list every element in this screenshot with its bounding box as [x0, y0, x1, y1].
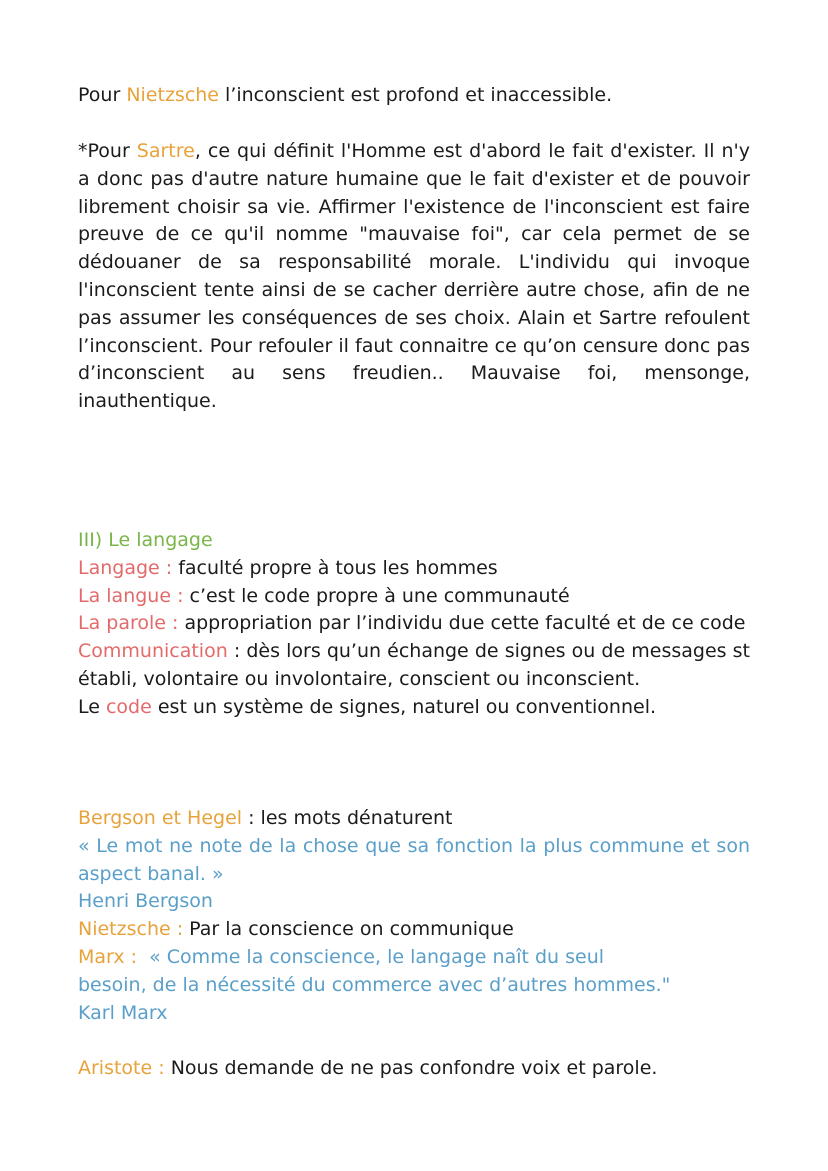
marx-author: Karl Marx	[78, 1001, 168, 1024]
term: La parole :	[78, 612, 179, 635]
text: Pour	[78, 84, 127, 106]
quotes-section	[78, 805, 750, 1027]
term: Aristote :	[78, 1057, 165, 1079]
bergson-hegel-line	[78, 805, 750, 833]
term: Bergson et Hegel	[78, 807, 243, 829]
text: l’inconscient est profond et inaccessible.	[219, 84, 613, 106]
term: Communication	[78, 640, 228, 663]
marx-quote-cont: besoin, de la nécessité du commerce avec d’autres hommes."	[78, 973, 671, 996]
section-heading: III) Le langage	[78, 529, 213, 551]
term: Langage :	[78, 556, 173, 579]
definition-langue	[78, 583, 750, 611]
definition-langage	[78, 555, 750, 583]
term: Marx :	[78, 945, 138, 968]
marx-line	[78, 944, 750, 972]
nietzsche-paragraph	[78, 82, 750, 110]
text: Nous demande de ne pas confondre voix et parole.	[164, 1057, 658, 1079]
nietzsche-line	[78, 916, 750, 944]
text: , ce qui définit l'Homme est d'abord le fait d'exister. Il n'y a donc pas d'autre nature humaine que le fait d'exister et de pouvoir librement choisir sa vie. Affirmer l'existence de l'inconscient est faire preuve de ce qu'il nomme "mauvaise foi", car cela permet de se dédouaner de sa responsabilité morale. L'individu qui invoque l'inconscient tente ainsi de se cacher derrière autre chose, afin de ne pas assumer les conséquences de ses choix. Alain et Sartre refoulent l’inconscient. Pour refouler il faut connaitre ce qu’on censure donc pas d’inconscient au sens freudien.. Mauvaise foi, mensonge, inauthentique.	[78, 140, 750, 413]
bergson-author: Henri Bergson	[78, 890, 213, 913]
bergson-quote: « Le mot ne note de la chose que sa fonction la plus commune et son aspect banal. »	[78, 834, 750, 885]
definition-text: : dès lors qu’un échange de signes ou de messages st établi, volontaire ou involontaire, conscient ou inconscient.	[78, 640, 750, 690]
term: Nietzsche :	[78, 918, 184, 941]
term: La langue :	[78, 584, 184, 607]
term: code	[105, 695, 152, 718]
text: : les mots dénaturent	[242, 807, 453, 829]
aristote-line	[78, 1055, 750, 1083]
definition-communication	[78, 638, 750, 694]
text: Par la conscience on communique	[183, 918, 514, 941]
text: *Pour	[78, 140, 137, 162]
text: est un système de signes, naturel ou conventionnel.	[151, 695, 657, 718]
definition-text: appropriation par l’individu due cette faculté et de ce code	[178, 612, 746, 635]
definition-parole	[78, 610, 750, 638]
text: Le	[78, 695, 106, 718]
definition-text: c’est le code propre à une communauté	[183, 584, 570, 607]
definition-text: faculté propre à tous les hommes	[172, 556, 498, 579]
sartre-name: Sartre	[136, 140, 195, 162]
definition-code	[78, 694, 750, 722]
nietzsche-name: Nietzsche	[126, 84, 219, 106]
sartre-paragraph	[78, 138, 750, 416]
marx-quote: « Comme la conscience, le langage naît du seul	[149, 945, 605, 968]
language-section	[78, 527, 750, 722]
